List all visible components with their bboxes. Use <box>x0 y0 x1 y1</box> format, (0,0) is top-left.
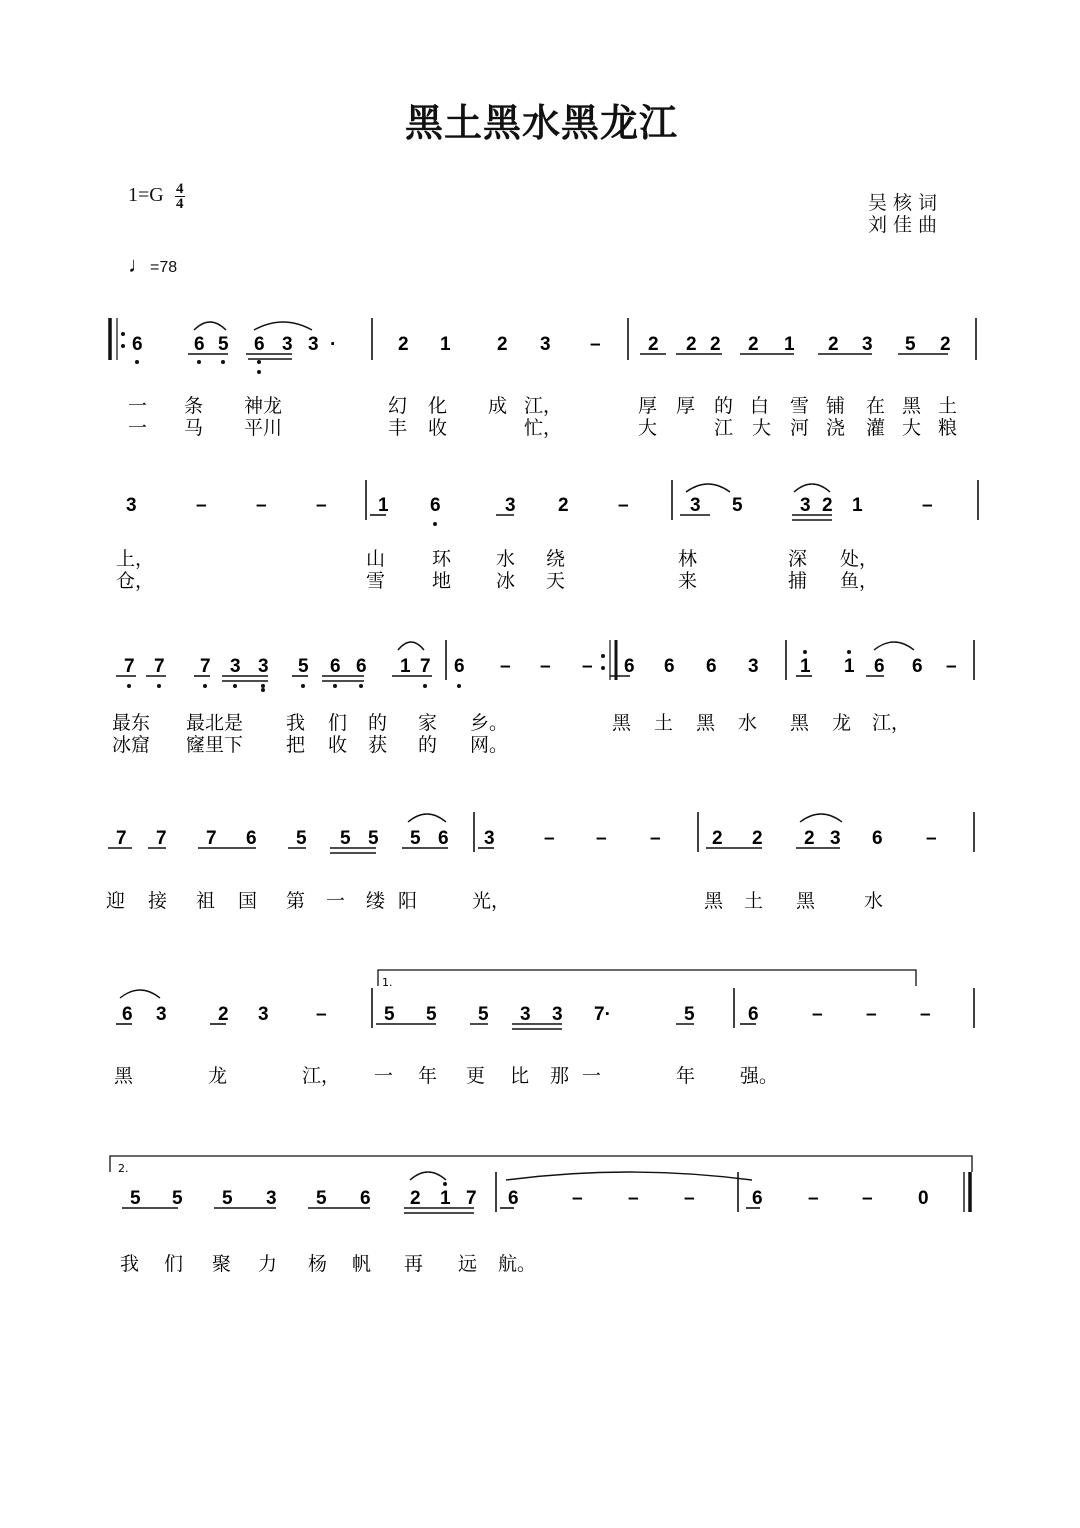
low-octave-dot <box>261 684 265 688</box>
ending-bracket-2 <box>110 1156 972 1172</box>
repeat-dot <box>121 332 125 336</box>
lyric-syllable: 年 <box>676 1065 696 1087</box>
note-digit: 2 <box>804 828 815 849</box>
high-octave-dot <box>847 650 851 654</box>
note-digit: – <box>946 656 957 677</box>
lyric-syllable: 大 <box>902 417 922 439</box>
lyric-syllable: 更 <box>466 1065 486 1087</box>
lyric-syllable: 马 <box>184 417 204 439</box>
time-bottom: 4 <box>175 196 184 212</box>
note-digit: 7 <box>116 828 127 849</box>
note-digit: 1 <box>800 656 811 677</box>
note-digit: 5 <box>316 1188 327 1209</box>
note-digit: – <box>922 495 933 516</box>
slur-arc <box>408 814 446 822</box>
note-digit: 7 <box>154 656 165 677</box>
note-digit: 6 <box>438 828 449 849</box>
note-digit: 2 <box>218 1004 229 1025</box>
note-digit: 3 <box>258 656 269 677</box>
song-title: 黑土黑水黑龙江 <box>405 101 679 145</box>
note-digit: 3 <box>800 495 811 516</box>
lyric-syllable: 粮 <box>938 417 958 439</box>
lyric-syllable: 最北是 <box>186 712 244 734</box>
lyric-syllable: 最东 <box>112 712 151 734</box>
lyricist-credit: 吴核词 <box>868 192 944 214</box>
lyric-syllable: 雪 <box>366 570 386 592</box>
note-digit: 5 <box>172 1188 183 1209</box>
lyric-syllable: 的 <box>368 712 388 734</box>
lyric-syllable: 条 <box>184 395 204 417</box>
note-digit: 3 <box>266 1188 277 1209</box>
note-digit: – <box>862 1188 873 1209</box>
lyric-syllable: 收 <box>428 417 448 439</box>
lyric-syllable: 缕 <box>366 890 386 912</box>
lyric-syllable: 神龙 <box>244 395 283 417</box>
note-digit: 6 <box>122 1004 133 1025</box>
note-digit: 7 <box>200 656 211 677</box>
note-digit: 2 <box>398 334 409 355</box>
low-octave-dot <box>359 684 363 688</box>
note-digit: 5 <box>218 334 229 355</box>
low-octave-dot <box>333 684 337 688</box>
low-octave-dot <box>203 684 207 688</box>
lyric-syllable: 白 <box>750 395 770 417</box>
note-digit: – <box>256 495 267 516</box>
note-digit: 5 <box>298 656 309 677</box>
note-digit: 2 <box>822 495 833 516</box>
note-digit: 3 <box>484 828 495 849</box>
lyric-syllable: 大 <box>638 417 658 439</box>
slur-arc <box>506 1172 752 1180</box>
lyric-syllable: 乡。 <box>470 712 509 734</box>
lyric-syllable: 雪 <box>790 395 810 417</box>
lyric-syllable: 一 <box>128 395 148 417</box>
lyric-syllable: 们 <box>328 712 348 734</box>
note-digit: – <box>920 1004 931 1025</box>
low-octave-dot <box>127 684 131 688</box>
lyric-syllable: 国 <box>238 890 258 912</box>
lyric-syllable: 忙， <box>524 417 563 439</box>
lyric-syllable: 第 <box>286 890 306 912</box>
low-octave-dot <box>221 360 225 364</box>
lyric-syllable: 在 <box>866 395 886 417</box>
lyric-syllable: 灌 <box>866 417 886 439</box>
note-digit: – <box>316 1004 327 1025</box>
composer-credit: 刘佳曲 <box>868 214 944 236</box>
lyric-syllable: 龙 <box>208 1065 228 1087</box>
lyric-syllable: 阳 <box>398 890 418 912</box>
lyric-syllable: 迎 <box>106 890 126 912</box>
note-digit: 6 <box>508 1188 519 1209</box>
lyric-syllable: 土 <box>744 890 764 912</box>
note-digit: 3 <box>830 828 841 849</box>
lyric-syllable: 航。 <box>498 1253 537 1275</box>
note-digit: 0 <box>918 1188 929 1209</box>
note-digit: 1 <box>378 495 389 516</box>
lyric-syllable: 厚 <box>638 395 658 417</box>
lyric-syllable: 江， <box>524 395 563 417</box>
lyric-syllable: 黑 <box>796 890 816 912</box>
note-digit: 6 <box>624 656 635 677</box>
lyric-syllable: 那 <box>550 1065 570 1087</box>
ending-bracket-1 <box>378 970 916 986</box>
note-digit: 5 <box>478 1004 489 1025</box>
lyric-syllable: 绕 <box>546 548 566 570</box>
high-octave-dot <box>443 1182 447 1186</box>
lyric-syllable: 仓， <box>116 570 155 592</box>
note-digit: 1 <box>440 1188 451 1209</box>
note-digit: – <box>500 656 511 677</box>
note-digit: 6 <box>872 828 883 849</box>
low-octave-dot <box>257 370 261 374</box>
lyric-syllable: 深 <box>788 548 808 570</box>
note-digit: 2 <box>828 334 839 355</box>
slur-arc <box>398 642 424 650</box>
note-digit: 3 <box>282 334 293 355</box>
ending-label-2: 2. <box>118 1162 129 1175</box>
note-digit: 3 <box>862 334 873 355</box>
note-digit: 6 <box>254 334 265 355</box>
lyric-syllable: 浇 <box>826 417 846 439</box>
note-digit: – <box>650 828 661 849</box>
note-digit: 3 <box>690 495 701 516</box>
lyric-syllable: 窿里下 <box>186 734 244 756</box>
note-digit: 3 <box>520 1004 531 1025</box>
note-digit: – <box>572 1188 583 1209</box>
lyric-syllable: 接 <box>148 890 168 912</box>
lyric-syllable: 环 <box>432 548 452 570</box>
note-digit: 1 <box>852 495 863 516</box>
lyric-syllable: 幻 <box>388 395 408 417</box>
lyric-syllable: 强。 <box>740 1065 779 1087</box>
lyric-syllable: 黑 <box>704 890 724 912</box>
note-digit: 6 <box>360 1188 371 1209</box>
note-digit: 6 <box>430 495 441 516</box>
lyric-syllable: 的 <box>418 734 438 756</box>
note-digit: – <box>866 1004 877 1025</box>
note-digit: 1 <box>440 334 451 355</box>
note-digit: 2 <box>940 334 951 355</box>
lyric-syllable: 获 <box>368 734 388 756</box>
note-digit: 6 <box>912 656 923 677</box>
note-digit: 2 <box>712 828 723 849</box>
note-digit: 6 <box>194 334 205 355</box>
lyric-syllable: 龙 <box>832 712 852 734</box>
note-digit: 2 <box>710 334 721 355</box>
low-octave-dot <box>157 684 161 688</box>
lyric-syllable: 光， <box>472 890 511 912</box>
time-top: 4 <box>175 181 184 197</box>
lyric-syllable: 远 <box>458 1253 478 1275</box>
lyric-syllable: 江 <box>714 417 734 439</box>
low-octave-dot <box>135 360 139 364</box>
low-octave-dot <box>433 522 437 526</box>
lyric-syllable: 江， <box>302 1065 341 1087</box>
lyric-syllable: 厚 <box>676 395 696 417</box>
lyric-syllable: 大 <box>752 417 772 439</box>
lyric-syllable: 地 <box>432 570 452 592</box>
note-digit: 2 <box>752 828 763 849</box>
lyric-syllable: 一 <box>128 417 148 439</box>
note-digit: 3 <box>552 1004 563 1025</box>
lyric-syllable: 黑 <box>612 712 632 734</box>
note-digit: 5 <box>384 1004 395 1025</box>
note-digit: – <box>590 334 601 355</box>
note-digit: 7 <box>124 656 135 677</box>
lyric-syllable: 收 <box>328 734 348 756</box>
lyric-syllable: 来 <box>678 570 698 592</box>
note-digit: – <box>316 495 327 516</box>
note-digit: 5 <box>684 1004 695 1025</box>
note-digit: – <box>618 495 629 516</box>
note-digit: 7 <box>156 828 167 849</box>
lyric-syllable: 土 <box>654 712 674 734</box>
ending-label-1: 1. <box>382 976 393 989</box>
lyric-syllable: 比 <box>510 1065 530 1087</box>
note-digit: 3 <box>230 656 241 677</box>
lyric-syllable: 冰窟 <box>112 734 151 756</box>
lyric-syllable: 力 <box>258 1253 278 1275</box>
note-digit: 3 <box>126 495 137 516</box>
lyric-syllable: 黑 <box>902 395 922 417</box>
lyric-syllable: 铺 <box>826 395 846 417</box>
note-digit: 1 <box>784 334 795 355</box>
quarter-note-icon: ♩ <box>128 252 150 277</box>
note-digit: 2 <box>748 334 759 355</box>
note-digit: 6 <box>874 656 885 677</box>
lyric-syllable: 河 <box>790 417 810 439</box>
note-digit: 5 <box>905 334 916 355</box>
slur-arc <box>410 1172 446 1180</box>
slur-arc <box>794 484 830 492</box>
note-digit: – <box>540 656 551 677</box>
lyric-syllable: 杨 <box>308 1253 328 1275</box>
note-digit: 2 <box>497 334 508 355</box>
lyric-syllable: 江， <box>872 712 911 734</box>
lyric-syllable: 一 <box>326 890 346 912</box>
tempo-value: =78 <box>150 259 178 276</box>
note-digit: 6 <box>454 656 465 677</box>
note-digit: 3 <box>258 1004 269 1025</box>
note-digit: 3 <box>540 334 551 355</box>
lyric-syllable: 水 <box>864 890 884 912</box>
lyric-syllable: 捕 <box>788 570 808 592</box>
lyric-syllable: 一 <box>582 1065 602 1087</box>
lyric-syllable: 我 <box>120 1253 140 1275</box>
lyric-syllable: 聚 <box>212 1253 232 1275</box>
note-digit: – <box>684 1188 695 1209</box>
note-digit: 7 <box>466 1188 477 1209</box>
lyric-syllable: 黑 <box>114 1065 134 1087</box>
note-digit: 5 <box>368 828 379 849</box>
note-digit: – <box>582 656 593 677</box>
lyric-syllable: 再 <box>404 1253 424 1275</box>
note-digit: 6 <box>748 1004 759 1025</box>
high-octave-dot <box>803 650 807 654</box>
note-digit: 6 <box>132 334 143 355</box>
low-octave-dot <box>261 688 265 692</box>
lyric-syllable: 成 <box>488 395 508 417</box>
note-digit: – <box>628 1188 639 1209</box>
note-digit: 6 <box>706 656 717 677</box>
note-digit: 1 <box>400 656 411 677</box>
lyric-syllable: 冰 <box>496 570 516 592</box>
note-digit: 6 <box>752 1188 763 1209</box>
lyric-syllable: 化 <box>428 395 448 417</box>
slur-arc <box>254 322 312 330</box>
note-digit: 3 <box>156 1004 167 1025</box>
lyric-syllable: 年 <box>418 1065 438 1087</box>
note-digit: – <box>596 828 607 849</box>
lyric-syllable: 林 <box>678 548 698 570</box>
note-digit: 6 <box>246 828 257 849</box>
low-octave-dot <box>423 684 427 688</box>
lyric-syllable: 家 <box>418 712 438 734</box>
note-digit: 5 <box>340 828 351 849</box>
lyric-syllable: 黑 <box>696 712 716 734</box>
note-digit: 5 <box>732 495 743 516</box>
lyric-syllable: 上， <box>116 548 155 570</box>
low-octave-dot <box>233 684 237 688</box>
note-digit: 5 <box>426 1004 437 1025</box>
lyric-syllable: 我 <box>286 712 306 734</box>
low-octave-dot <box>301 684 305 688</box>
note-digit: 6 <box>356 656 367 677</box>
lyric-syllable: 土 <box>938 395 958 417</box>
slur-arc <box>874 642 914 650</box>
lyric-syllable: 网。 <box>470 734 509 756</box>
slur-arc <box>800 814 842 822</box>
note-digit: 2 <box>558 495 569 516</box>
note-digit: 5 <box>130 1188 141 1209</box>
lyric-syllable: 鱼， <box>840 570 879 592</box>
repeat-dot <box>601 654 605 658</box>
low-octave-dot <box>457 684 461 688</box>
low-octave-dot <box>257 360 261 364</box>
note-digit: 7 <box>206 828 217 849</box>
slur-arc <box>194 322 226 330</box>
lyric-syllable: 山 <box>366 548 386 570</box>
note-digit: – <box>544 828 555 849</box>
lyric-syllable: 帆 <box>352 1253 372 1275</box>
lyric-syllable: 平川 <box>244 417 283 439</box>
repeat-dot <box>121 344 125 348</box>
note-digit: 7· <box>594 1004 611 1025</box>
note-digit: 7 <box>420 656 431 677</box>
repeat-dot <box>601 666 605 670</box>
note-digit: 2 <box>648 334 659 355</box>
slur-arc <box>686 484 730 492</box>
note-digit: 3 <box>505 495 516 516</box>
lyric-syllable: 黑 <box>790 712 810 734</box>
lyric-syllable: 丰 <box>388 417 408 439</box>
low-octave-dot <box>197 360 201 364</box>
lyric-syllable: 的 <box>714 395 734 417</box>
note-digit: – <box>926 828 937 849</box>
note-digit: 6 <box>330 656 341 677</box>
note-digit: – <box>808 1188 819 1209</box>
lyric-syllable: 把 <box>286 734 306 756</box>
slur-arc <box>120 990 160 998</box>
note-digit: 2 <box>410 1188 421 1209</box>
note-digit: 5 <box>296 828 307 849</box>
note-digit: – <box>812 1004 823 1025</box>
lyric-syllable: 们 <box>164 1253 184 1275</box>
lyric-syllable: 水 <box>496 548 516 570</box>
note-digit: 1 <box>844 656 855 677</box>
lyric-syllable: 水 <box>738 712 758 734</box>
note-digit: – <box>196 495 207 516</box>
note-digit: 3 <box>308 334 319 355</box>
lyric-syllable: 处， <box>840 548 879 570</box>
note-digit: 6 <box>664 656 675 677</box>
key-text: 1=G <box>128 184 164 207</box>
lyric-syllable: 祖 <box>196 890 216 912</box>
note-digit: 5 <box>222 1188 233 1209</box>
note-digit: 3 <box>748 656 759 677</box>
note-digit: · <box>330 334 337 355</box>
note-digit: 5 <box>410 828 421 849</box>
lyric-syllable: 天 <box>546 570 566 592</box>
lyric-syllable: 一 <box>374 1065 394 1087</box>
note-digit: 2 <box>686 334 697 355</box>
